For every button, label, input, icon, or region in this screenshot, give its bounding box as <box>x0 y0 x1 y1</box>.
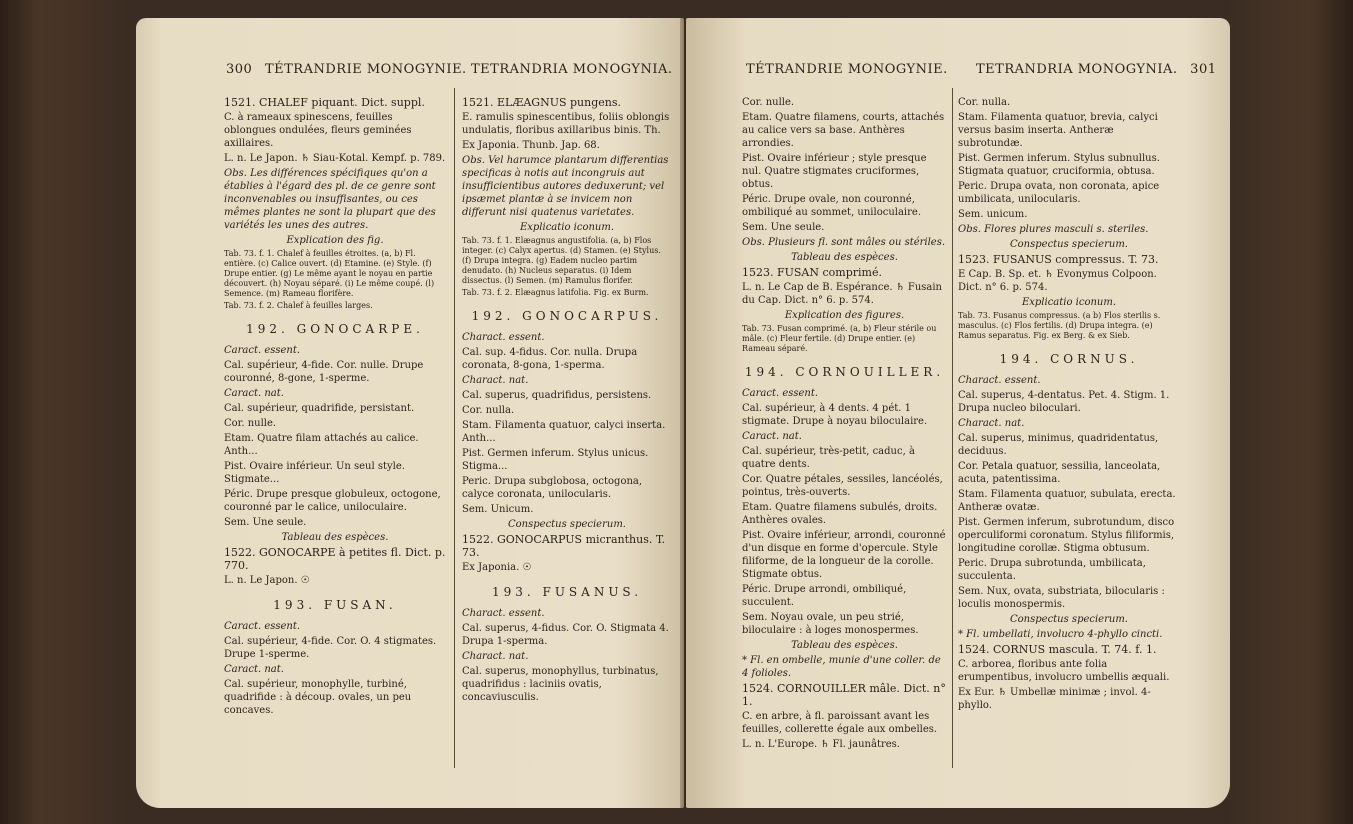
text-line: Etam. Quatre filamens, courts, attachés au calice vers sa base. Anthères arrondies. <box>742 112 945 149</box>
subsection-heading: Explication des fig. <box>286 235 384 246</box>
species-entry: 1524. CORNOUILLER mâle. Dict. n° 1. <box>742 682 946 708</box>
text-line: * Fl. en ombelle, munie d'une coller. de 4 folioles. <box>742 655 941 679</box>
header-latin: TETRANDRIA MONOGYNIA. <box>976 62 1178 77</box>
text-line: Cal. supérieur, monophylle, turbiné, quadrifide : à découp. ovales, un peu concaves. <box>224 679 412 716</box>
text-line: Sem. Une seule. <box>742 222 825 233</box>
text-line: Obs. Flores plures masculi s. steriles. <box>958 224 1149 235</box>
text-line: E. ramulis spinescentibus, foliis oblongis undulatis, floribus axillaribus binis. Th. <box>462 112 670 136</box>
right-running-head <box>976 62 1217 77</box>
subsection-heading: Explication des figures. <box>784 310 905 321</box>
text-line: Charact. nat. <box>462 651 529 662</box>
text-line: Cor. nulla. <box>958 97 1011 108</box>
text-line: Tab. 73. f. 1. Elæagnus angustifolia. (a, b) Flos integer. (c) Calyx apertus. (d) Stamen. (e) Stylus. (f) Drupa integra. (g) Eadem nucleo partim denudato. (h) Nucleus separatus. (i) Idem dissectus. (l) Semen. (m) Ramulus florifer. <box>462 236 661 285</box>
text-line: Péric. Drupe presque globuleux, octogone, couronné par le calice, uniloculaire. <box>224 489 441 513</box>
text-line: Charact. nat. <box>958 418 1025 429</box>
text-line: Tab. 73. f. 2. Elæagnus latifolia. Fig. ex Burm. <box>462 288 649 297</box>
text-line: Pist. Germen inferum, subrotundum, disco operculiformi coronatum. Stylus filiformis, longitudine corollæ. Stigma obtusum. <box>958 517 1175 554</box>
text-line: Tab. 73. f. 1. Chalef à feuilles étroites. (a, b) Fl. entière. (c) Calice ouvert. (d) Etamine. (e) Style. (f) Drupe entier. (g) Le même ayant le noyau en partie découvert. (h) Noyau séparé. (i) Le même coupé. (l) Semence. (m) Rameau florifère. <box>224 249 435 298</box>
species-entry: 1522. GONOCARPE à petites fl. Dict. p. 770. <box>224 546 446 572</box>
text-line: Caract. essent. <box>224 621 301 632</box>
text-line: * Fl. umbellati, involucro 4-phyllo cincti. <box>958 629 1163 640</box>
text-line: Ex Japonia. Thunb. Jap. 68. <box>462 140 600 151</box>
text-line: L. n. Le Cap de B. Espérance. ♄ Fusain du Cap. Dict. n° 6. p. 574. <box>742 282 942 306</box>
text-line: Caract. nat. <box>224 664 284 675</box>
subsection-heading: Tableau des espèces. <box>791 252 898 263</box>
text-line: Cal. superus, quadrifidus, persistens. <box>462 390 652 401</box>
text-line: Ex Eur. ♄ Umbellæ minimæ ; invol. 4-phyllo. <box>958 687 1151 711</box>
subsection-heading: Conspectus specierum. <box>1010 239 1128 250</box>
text-line: Sem. Noyau ovale, un peu strié, biloculaire : à loges monospermes. <box>742 612 919 636</box>
text-line: Sem. Unicum. <box>462 504 534 515</box>
genus-heading: 192. GONOCARPE. <box>246 322 424 336</box>
text-line: Cal. supérieur, quadrifide, persistant. <box>224 403 415 414</box>
text-line: Charact. essent. <box>462 332 545 343</box>
text-line: Cor. nulle. <box>742 97 795 108</box>
text-line: Obs. Les différences spécifiques qu'on a établies à l'égard des pl. de ce genre sont inconvenables ou insuffisantes, ou ces mêmes plantes ne sont la plupart que des variétés les unes des autres. <box>224 168 436 231</box>
left-column-french <box>224 96 446 719</box>
text-line: Peric. Drupa subrotunda, umbilicata, succulenta. <box>958 558 1146 582</box>
text-line: Tab. 73. Fusan comprimé. (a, b) Fleur stérile ou mâle. (c) Fleur fertile. (d) Drupe entier. (e) Rameau séparé. <box>742 324 937 353</box>
column-rule <box>952 88 953 768</box>
text-line: Cal. superus, 4-fidus. Cor. O. Stigmata 4. Drupa 1-sperma. <box>462 623 669 647</box>
text-line: L. n. Le Japon. ♄ Siau-Kotal. Kempf. p. 789. <box>224 153 446 164</box>
text-line: Cal. superus, 4-dentatus. Pet. 4. Stigm. 1. Drupa nucleo biloculari. <box>958 390 1170 414</box>
text-line: Cor. nulla. <box>462 405 515 416</box>
text-line: Caract. nat. <box>742 431 802 442</box>
text-line: Pist. Ovaire inférieur ; style presque nul. Quatre stigmates cruciformes, obtus. <box>742 153 927 190</box>
text-line: Sem. Une seule. <box>224 517 307 528</box>
text-line: Cal. sup. 4-fidus. Cor. nulla. Drupa coronata, 8-gona, 1-sperma. <box>462 347 638 371</box>
left-column-latin <box>462 96 672 706</box>
text-line: Ex Japonia. ☉ <box>462 562 532 573</box>
text-line: Sem. unicum. <box>958 209 1028 220</box>
text-line: Cor. nulle. <box>224 418 277 429</box>
text-line: Pist. Germen inferum. Stylus subnullus. Stigmata quatuor, cruciformia, obtusa. <box>958 153 1160 177</box>
text-line: Caract. nat. <box>224 388 284 399</box>
text-line: Cal. superus, minimus, quadridentatus, deciduus. <box>958 433 1159 457</box>
text-line: Pist. Ovaire inférieur. Un seul style. Stigmate... <box>224 461 405 485</box>
species-entry: 1521. ELÆAGNUS pungens. <box>462 96 621 109</box>
right-page <box>686 18 1230 808</box>
text-line: L. n. L'Europe. ♄ Fl. jaunâtres. <box>742 739 900 750</box>
header-latin: TETRANDRIA MONOGYNIA. <box>471 62 673 77</box>
text-line: Cal. supérieur, très-petit, caduc, à quatre dents. <box>742 446 915 470</box>
text-line: Cor. Quatre pétales, sessiles, lancéolés, pointus, très-ouverts. <box>742 474 943 498</box>
text-line: Tab. 73. Fusanus compressus. (a b) Flos sterilis s. masculus. (c) Flos fertilis. (d) Drupa integra. (e) Ramus separatus. Fig. ex Berg. & ex Sieb. <box>958 311 1161 340</box>
left-running-head <box>226 62 467 77</box>
text-line: E Cap. B. Sp. et. ♄ Evonymus Colpoon. Dict. n° 6. p. 574. <box>958 269 1157 293</box>
text-line: Cal. supérieur, à 4 dents. 4 pét. 1 stigmate. Drupe à noyau biloculaire. <box>742 403 928 427</box>
text-line: Pist. Ovaire inférieur, arrondi, couronné d'un disque en forme d'opercule. Style filiforme, de la longueur de la corolle. Stigmate obtus. <box>742 530 946 580</box>
text-line: Stam. Filamenta quatuor, calyci inserta. Anth... <box>462 420 666 444</box>
subsection-heading: Explicatio iconum. <box>519 222 615 233</box>
genus-heading: 194. CORNUS. <box>999 352 1139 366</box>
text-line: Pist. Germen inferum. Stylus unicus. Stigma... <box>462 448 649 472</box>
page-number: 300 <box>226 62 253 77</box>
subsection-heading: Tableau des espèces. <box>791 640 898 651</box>
genus-heading: 194. CORNOUILLER. <box>744 365 945 379</box>
subsection-heading: Explicatio iconum. <box>1021 297 1117 308</box>
text-line: Peric. Drupa subglobosa, octogona, calyce coronata, unilocularis. <box>462 476 643 500</box>
header-french: TÉTRANDRIE MONOGYNIE. <box>746 62 948 77</box>
right-column-french <box>742 96 947 753</box>
genus-heading: 193. FUSAN. <box>273 598 397 612</box>
species-entry: 1523. FUSANUS compressus. T. 73. <box>958 253 1159 266</box>
species-entry: 1523. FUSAN comprimé. <box>742 266 882 279</box>
species-entry: 1522. GONOCARPUS micranthus. T. 73. <box>462 533 666 559</box>
header-french: TÉTRANDRIE MONOGYNIE. <box>264 62 467 77</box>
text-line: Péric. Drupe ovale, non couronné, ombiliqué au sommet, uniloculaire. <box>742 194 922 218</box>
text-line: Peric. Drupa ovata, non coronata, apice umbilicata, unilocularis. <box>958 181 1160 205</box>
text-line: L. n. Le Japon. ☉ <box>224 575 310 586</box>
subsection-heading: Conspectus specierum. <box>1010 614 1128 625</box>
species-entry: 1524. CORNUS mascula. T. 74. f. 1. <box>958 643 1157 656</box>
text-line: Stam. Filamenta quatuor, brevia, calyci versus basim inserta. Antheræ subrotundæ. <box>958 112 1158 149</box>
text-line: Tab. 73. f. 2. Chalef à feuilles larges. <box>224 301 373 310</box>
text-line: Charact. nat. <box>462 375 529 386</box>
text-line: Charact. essent. <box>958 375 1041 386</box>
text-line: Charact. essent. <box>462 608 545 619</box>
text-line: Caract. essent. <box>742 388 819 399</box>
right-column-latin <box>958 96 1180 714</box>
page-number: 301 <box>1190 62 1217 77</box>
genus-heading: 193. FUSANUS. <box>491 585 643 599</box>
species-entry: 1521. CHALEF piquant. Dict. suppl. <box>224 96 425 109</box>
text-line: Caract. essent. <box>224 345 301 356</box>
text-line: Obs. Plusieurs fl. sont mâles ou stériles. <box>742 237 946 248</box>
genus-heading: 192. GONOCARPUS. <box>471 309 663 323</box>
column-rule <box>454 88 455 768</box>
text-line: Cal. supérieur, 4-fide. Cor. nulle. Drupe couronné, 8-gone, 1-sperme. <box>224 360 424 384</box>
text-line: Stam. Filamenta quatuor, subulata, erecta. Antheræ ovatæ. <box>958 489 1176 513</box>
subsection-heading: Conspectus specierum. <box>508 519 626 530</box>
text-line: Etam. Quatre filamens subulés, droits. Anthères ovales. <box>742 502 938 526</box>
text-line: Cal. superus, monophyllus, turbinatus, quadrifidus : laciniis ovatis, concaviusculis. <box>462 666 659 703</box>
left-page <box>136 18 684 808</box>
text-line: Sem. Nux, ovata, substriata, bilocularis : loculis monospermis. <box>958 586 1165 610</box>
text-line: C. en arbre, à fl. paroissant avant les feuilles, collerette égale aux ombelles. <box>742 711 938 735</box>
text-line: Cor. Petala quatuor, sessilia, lanceolata, acuta, patentissima. <box>958 461 1161 485</box>
text-line: Péric. Drupe arrondi, ombiliqué, succulent. <box>742 584 907 608</box>
text-line: Etam. Quatre filam attachés au calice. Anth... <box>224 433 419 457</box>
text-line: Cal. supérieur, 4-fide. Cor. O. 4 stigmates. Drupe 1-sperme. <box>224 636 437 660</box>
text-line: Obs. Vel harumce plantarum differentias specificas à notis aut incongruis aut insufficientibus autores deduxerunt; vel ipsæmet plantæ à se invicem non differunt nisi quatenus varietates. <box>462 155 669 218</box>
text-line: C. à rameaux spinescens, feuilles oblongues ondulées, fleurs geminées axillaires. <box>224 112 412 149</box>
text-line: C. arborea, floribus ante folia erumpentibus, involucro umbellis æquali. <box>958 659 1170 683</box>
subsection-heading: Tableau des espèces. <box>281 532 389 543</box>
